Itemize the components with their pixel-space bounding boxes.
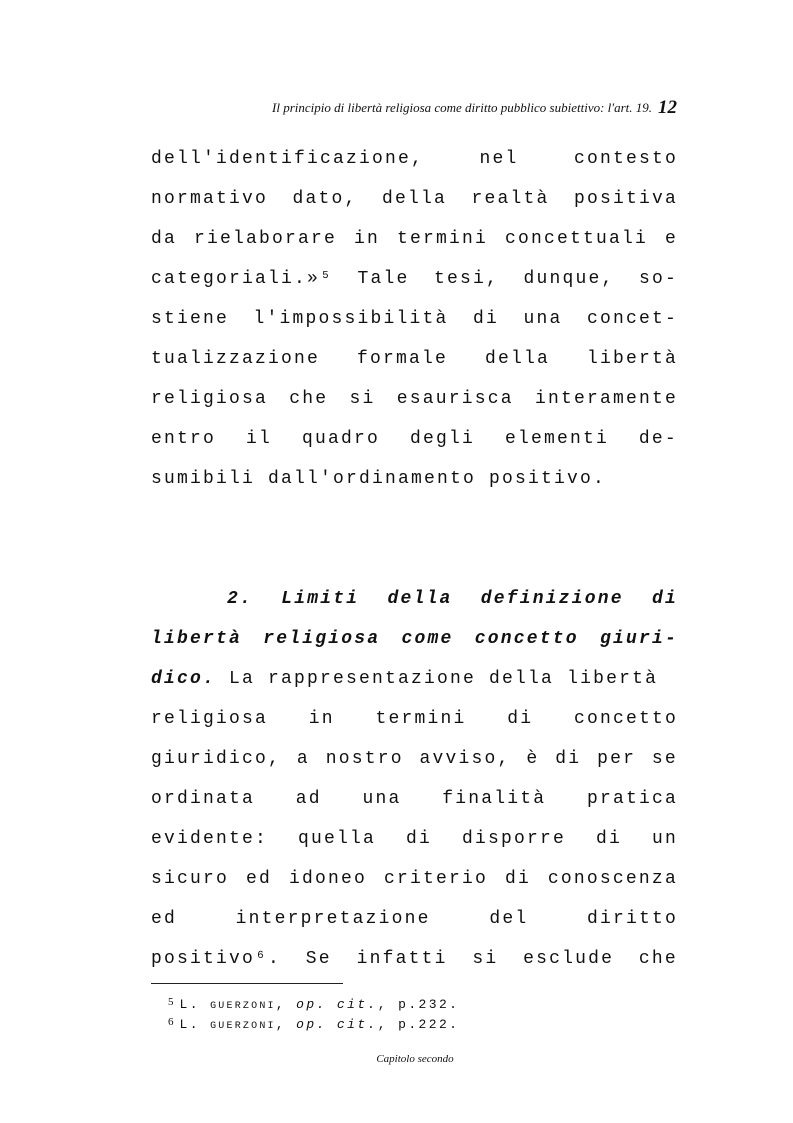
text-word: religiosa (151, 389, 269, 409)
text-word: criterio (383, 869, 488, 889)
footnote-5: $^5$ L. GUERZONI, op. cit., p.232. (168, 996, 460, 1012)
running-header (272, 96, 677, 118)
text-word: si (472, 949, 499, 969)
text-line (151, 868, 678, 890)
text-line (151, 348, 678, 370)
text-word: Limiti (281, 589, 360, 609)
text-word: religiosa (151, 709, 269, 729)
text-word: formale (357, 349, 449, 369)
text-word: contesto (573, 149, 678, 169)
text-line (227, 588, 678, 610)
text-word: che (638, 949, 678, 969)
footnote-page: , p.222. (377, 1017, 460, 1032)
text-word: di (504, 869, 531, 889)
footnote-author-surname: GUERZONI (210, 1021, 276, 1032)
text-line (151, 628, 678, 650)
footnote-op-cit: op. cit. (296, 1017, 378, 1032)
text-word: del (489, 909, 529, 929)
text-word: Se (305, 949, 332, 969)
text-word: di (595, 829, 622, 849)
text-word: di (651, 589, 678, 609)
text-word: un (651, 829, 678, 849)
text-word: tesi, (433, 269, 499, 289)
text-word: La rappresentazione della libertà (216, 669, 659, 689)
text-word: di (507, 709, 534, 729)
text-line (151, 228, 678, 250)
text-word: religiosa (263, 629, 381, 649)
text-word: concettuali (504, 229, 648, 249)
text-line (151, 148, 678, 170)
text-line (151, 948, 678, 970)
text-word: normativo (151, 189, 269, 209)
text-word: positiva (573, 189, 678, 209)
text-word: dell'identificazione, (151, 149, 425, 169)
text-line (151, 748, 678, 770)
text-word: concet- (586, 309, 678, 329)
text-word: libertà (586, 349, 678, 369)
text-line (151, 908, 678, 930)
page-number: 12 (658, 97, 677, 118)
text-word: pratica (586, 789, 678, 809)
footnote-author-surname: GUERZONI (210, 1001, 276, 1012)
text-word: a (296, 749, 310, 769)
text-word: realtà (471, 189, 550, 209)
footnote-mark: 5 (168, 996, 174, 1008)
text-line (151, 428, 678, 450)
footnote-op-cit: op. cit. (296, 997, 378, 1012)
text-word: degli (409, 429, 475, 449)
text-line (151, 188, 678, 210)
footnote-6: $^6$ L. GUERZONI, op. cit., p.222. (168, 1016, 460, 1032)
text-word: positivo⁶. (151, 949, 282, 969)
text-word: come (401, 629, 454, 649)
text-word: Tale (357, 269, 410, 289)
text-word: avviso, (419, 749, 511, 769)
text-word: elementi (504, 429, 609, 449)
text-word: conoscenza (547, 869, 678, 889)
text-word: stiene (151, 309, 230, 329)
text-word: sicuro (151, 869, 230, 889)
text-word: definizione (480, 589, 624, 609)
text-word: che (289, 389, 329, 409)
footnote-mark: 6 (168, 1016, 174, 1028)
text-word: giuridico, (151, 749, 282, 769)
text-word: quella (298, 829, 377, 849)
text-line (151, 788, 678, 810)
text-word: l'impossibilità (253, 309, 449, 329)
text-word: nel (479, 149, 519, 169)
text-word: 2. (227, 589, 254, 609)
text-line (151, 388, 678, 410)
text-word: giuri- (599, 629, 678, 649)
text-word: finalità (442, 789, 547, 809)
text-word: disporre (461, 829, 566, 849)
text-word: termini (396, 229, 488, 249)
text-line (151, 668, 678, 690)
text-word: dico. (151, 669, 217, 689)
text-word: della (381, 189, 447, 209)
text-word: de- (638, 429, 678, 449)
text-word: di (555, 749, 582, 769)
text-word: rielaborare (193, 229, 338, 249)
text-word: entro (151, 429, 217, 449)
text-word: interpretazione (235, 909, 431, 929)
text-word: della (387, 589, 453, 609)
text-word: diritto (586, 909, 678, 929)
text-word: categoriali.»⁵ (151, 269, 334, 289)
text-word: concetto (474, 629, 579, 649)
text-word: esaurisca (396, 389, 514, 409)
footnote-separator (151, 983, 343, 984)
text-word: è (526, 749, 540, 769)
text-word: libertà (151, 629, 243, 649)
text-word: ed (151, 909, 178, 929)
footnote-author-initial: L. (179, 1017, 200, 1032)
text-word: esclude (523, 949, 615, 969)
text-word: infatti (356, 949, 448, 969)
text-word: il (245, 429, 272, 449)
text-word: dato, (292, 189, 358, 209)
text-word: nostro (325, 749, 404, 769)
text-word: concetto (573, 709, 678, 729)
text-word: ad (295, 789, 322, 809)
footnote-author-initial: L. (179, 997, 200, 1012)
text-word: della (484, 349, 550, 369)
text-word: evidente: (151, 829, 269, 849)
footnote-page: , p.232. (377, 997, 460, 1012)
text-word: da (151, 229, 178, 249)
text-line (151, 828, 678, 850)
text-word: di (405, 829, 432, 849)
text-word: tualizzazione (151, 349, 321, 369)
text-word: in (353, 229, 380, 249)
text-word: quadro (301, 429, 380, 449)
text-word: per (597, 749, 637, 769)
text-word: idoneo (288, 869, 367, 889)
page-footer: Capitolo secondo (376, 1053, 454, 1065)
text-word: di (472, 309, 499, 329)
text-word: in (308, 709, 335, 729)
text-line (151, 468, 678, 490)
text-word: so- (638, 269, 678, 289)
text-word: interamente (534, 389, 678, 409)
text-line (151, 268, 678, 290)
text-word: termini (375, 709, 467, 729)
text-line (151, 708, 678, 730)
text-word: sumibili dall'ordinamento positivo. (151, 469, 607, 489)
text-word: una (523, 309, 563, 329)
text-word: dunque, (523, 269, 615, 289)
text-word: ed (245, 869, 272, 889)
text-line (151, 308, 678, 330)
text-word: se (651, 749, 678, 769)
text-word: si (349, 389, 376, 409)
text-word: ordinata (151, 789, 256, 809)
text-word: una (362, 789, 402, 809)
header-title: Il principio di libertà religiosa come diritto pubblico subiettivo: l'art. 19. (272, 100, 652, 115)
text-word: e (664, 229, 678, 249)
